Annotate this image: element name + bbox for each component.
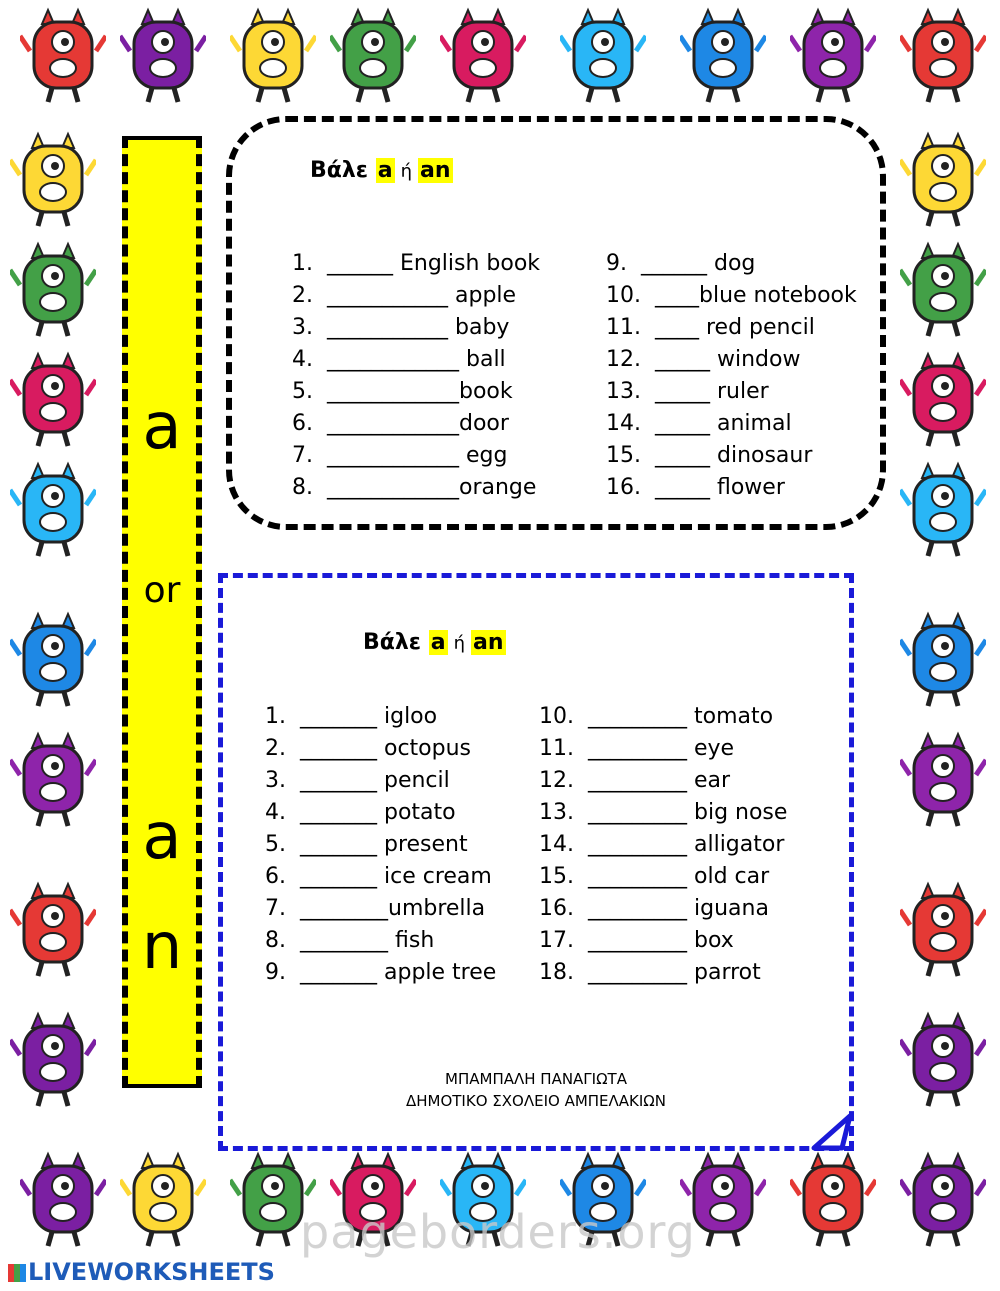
item-text[interactable]: _________ ear	[588, 768, 731, 793]
item-number: 7.	[265, 896, 286, 921]
item-number: 1.	[292, 251, 313, 276]
exercise-item	[292, 312, 540, 344]
exercise-box-2	[218, 573, 854, 1151]
item-number: 2.	[292, 283, 313, 308]
item-number: 16.	[606, 475, 641, 500]
item-text[interactable]: ____________ egg	[327, 443, 508, 468]
item-number: 11.	[606, 315, 641, 340]
monster-icon	[10, 1010, 96, 1110]
monster-icon	[10, 730, 96, 830]
item-number: 4.	[292, 347, 313, 372]
item-text[interactable]: _____ animal	[655, 411, 792, 436]
strip-letter-n: n	[141, 910, 183, 984]
exercise-item	[292, 440, 540, 472]
exercise-item	[265, 957, 496, 989]
item-text[interactable]: ____ red pencil	[655, 315, 815, 340]
item-number: 12.	[606, 347, 641, 372]
item-text[interactable]: ______ English book	[327, 251, 541, 276]
exercise-box-1	[226, 116, 886, 530]
title-prefix: Βάλε	[310, 158, 369, 183]
exercise-item	[539, 701, 787, 733]
item-number: 15.	[539, 864, 574, 889]
exercise-item	[292, 472, 540, 504]
school-name: ΔΗΜΟΤΙΚΟ ΣΧΟΛΕΙΟ ΑΜΠΕΛΑΚΙΩΝ	[405, 1092, 666, 1110]
exercise-item	[539, 861, 787, 893]
item-number: 13.	[606, 379, 641, 404]
monster-icon	[790, 1150, 876, 1250]
exercise-item	[606, 376, 857, 408]
item-number: 10.	[539, 704, 574, 729]
item-text[interactable]: ____________book	[327, 379, 513, 404]
exercise-item	[539, 765, 787, 797]
exercise-item	[539, 893, 787, 925]
item-text[interactable]: _________ parrot	[588, 960, 761, 985]
item-text[interactable]: _______ igloo	[300, 704, 438, 729]
monster-icon	[900, 610, 986, 710]
monster-icon	[10, 880, 96, 980]
box2-title	[363, 630, 506, 655]
item-text[interactable]: _______ ice cream	[300, 864, 492, 889]
monster-icon	[900, 730, 986, 830]
item-text[interactable]: ________umbrella	[300, 896, 486, 921]
exercise-item	[265, 765, 496, 797]
title-a: a	[377, 158, 393, 183]
item-number: 13.	[539, 800, 574, 825]
monster-icon	[560, 6, 646, 106]
exercise-item	[606, 440, 857, 472]
monster-icon	[10, 130, 96, 230]
monster-icon	[120, 6, 206, 106]
item-text[interactable]: _______ pencil	[300, 768, 450, 793]
exercise-item	[606, 280, 857, 312]
exercise-item	[292, 344, 540, 376]
item-text[interactable]: _______ present	[300, 832, 468, 857]
play-triangle-icon[interactable]	[810, 1112, 854, 1157]
item-number: 16.	[539, 896, 574, 921]
exercise-item	[539, 829, 787, 861]
item-text[interactable]: ___________ apple	[327, 283, 517, 308]
monster-icon	[20, 6, 106, 106]
item-number: 8.	[265, 928, 286, 953]
item-number: 11.	[539, 736, 574, 761]
item-text[interactable]: _________ old car	[588, 864, 770, 889]
box2-left-list	[265, 701, 496, 989]
item-text[interactable]: _________ eye	[588, 736, 735, 761]
logo-text: LIVEWORKSHEETS	[28, 1258, 275, 1286]
monster-icon	[230, 6, 316, 106]
monster-icon	[900, 1010, 986, 1110]
liveworksheets-logo[interactable]	[8, 1258, 275, 1286]
item-text[interactable]: _____ flower	[655, 475, 785, 500]
monster-icon	[900, 880, 986, 980]
item-number: 3.	[292, 315, 313, 340]
item-number: 5.	[265, 832, 286, 857]
item-number: 9.	[606, 251, 627, 276]
item-text[interactable]: _________ big nose	[588, 800, 788, 825]
exercise-item	[606, 472, 857, 504]
monster-icon	[10, 460, 96, 560]
item-text[interactable]: _______ apple tree	[300, 960, 497, 985]
exercise-item	[292, 280, 540, 312]
a-or-an-strip	[122, 136, 202, 1088]
monster-icon	[900, 460, 986, 560]
item-text[interactable]: ____________orange	[327, 475, 537, 500]
monster-icon	[900, 130, 986, 230]
exercise-item	[265, 893, 496, 925]
item-text[interactable]: _____ ruler	[655, 379, 769, 404]
item-number: 8.	[292, 475, 313, 500]
exercise-item	[539, 957, 787, 989]
item-number: 15.	[606, 443, 641, 468]
exercise-item	[292, 408, 540, 440]
item-number: 5.	[292, 379, 313, 404]
title-prefix: Βάλε	[363, 630, 422, 655]
exercise-item	[606, 408, 857, 440]
item-text[interactable]: ______ dog	[641, 251, 756, 276]
item-text[interactable]: _____ dinosaur	[655, 443, 813, 468]
item-number: 14.	[539, 832, 574, 857]
item-text[interactable]: ____________door	[327, 411, 509, 436]
exercise-item	[265, 797, 496, 829]
exercise-item	[265, 733, 496, 765]
item-number: 9.	[265, 960, 286, 985]
item-text[interactable]: ___________ baby	[327, 315, 510, 340]
item-number: 7.	[292, 443, 313, 468]
exercise-item	[292, 376, 540, 408]
exercise-item	[539, 733, 787, 765]
item-text[interactable]: ____________ ball	[327, 347, 506, 372]
logo-mark-icon	[8, 1264, 26, 1282]
monster-icon	[900, 1150, 986, 1250]
item-text[interactable]: _______ potato	[300, 800, 456, 825]
exercise-item	[606, 344, 857, 376]
title-a: a	[430, 630, 446, 655]
item-number: 12.	[539, 768, 574, 793]
exercise-item	[265, 861, 496, 893]
title-an: an	[473, 630, 504, 655]
box2-right-list	[539, 701, 787, 989]
item-number: 6.	[265, 864, 286, 889]
exercise-item	[265, 925, 496, 957]
item-text[interactable]: _______ octopus	[300, 736, 472, 761]
item-number: 4.	[265, 800, 286, 825]
item-text[interactable]: _____ window	[655, 347, 801, 372]
item-number: 2.	[265, 736, 286, 761]
monster-icon	[680, 6, 766, 106]
title-or: ή	[400, 161, 413, 182]
monster-icon	[10, 610, 96, 710]
monster-icon	[330, 6, 416, 106]
item-number: 17.	[539, 928, 574, 953]
title-or: ή	[453, 633, 466, 654]
strip-word-or: or	[143, 570, 181, 611]
exercise-item	[265, 701, 496, 733]
exercise-item	[539, 925, 787, 957]
item-number: 18.	[539, 960, 574, 985]
item-text[interactable]: _________ tomato	[588, 704, 774, 729]
monster-icon	[120, 1150, 206, 1250]
box1-left-list	[292, 248, 540, 504]
item-text[interactable]: _________ box	[588, 928, 734, 953]
item-number: 1.	[265, 704, 286, 729]
item-text[interactable]: ____blue notebook	[655, 283, 857, 308]
exercise-item	[539, 797, 787, 829]
item-text[interactable]: ________ fish	[300, 928, 435, 953]
item-number: 6.	[292, 411, 313, 436]
exercise-item	[606, 312, 857, 344]
author-name: ΜΠΑΜΠΑΛΗ ΠΑΝΑΓΙΩΤΑ	[445, 1070, 627, 1088]
exercise-item	[265, 829, 496, 861]
watermark: pageborders.org	[300, 1205, 696, 1259]
exercise-item	[606, 248, 857, 280]
strip-letter-a2: a	[142, 800, 182, 874]
monster-icon	[790, 6, 876, 106]
monster-icon	[10, 240, 96, 340]
monster-icon	[20, 1150, 106, 1250]
item-number: 14.	[606, 411, 641, 436]
item-number: 3.	[265, 768, 286, 793]
title-an: an	[420, 158, 451, 183]
exercise-item	[292, 248, 540, 280]
monster-icon	[900, 6, 986, 106]
item-text[interactable]: _________ alligator	[588, 832, 785, 857]
monster-icon	[900, 350, 986, 450]
item-number: 10.	[606, 283, 641, 308]
monster-icon	[900, 240, 986, 340]
monster-icon	[440, 6, 526, 106]
box1-right-list	[606, 248, 857, 504]
monster-icon	[10, 350, 96, 450]
item-text[interactable]: _________ iguana	[588, 896, 769, 921]
box1-title	[310, 158, 453, 183]
strip-letter-a: a	[142, 390, 182, 464]
